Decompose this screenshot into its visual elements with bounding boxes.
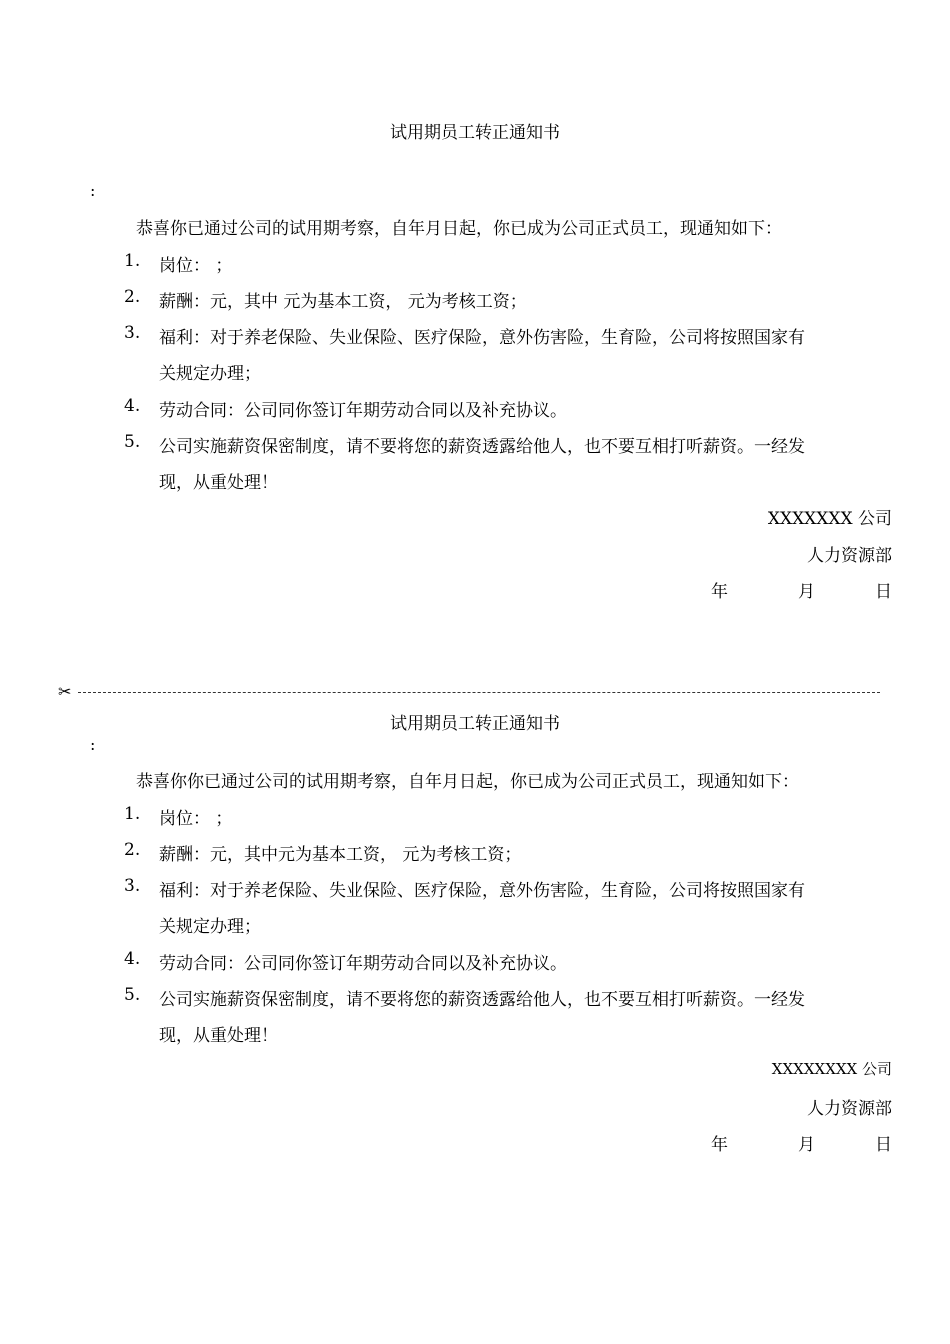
date-year: 年: [711, 1135, 728, 1155]
notice-2-date: [0, 1130, 950, 1154]
notice-2-item-number: 1.: [124, 804, 141, 824]
date-day: 日: [875, 582, 892, 602]
notice-1-item-benefits: 福利：对于养老保险、失业保险、医疗保险，意外伤害险，生育险，公司将按照国家有: [159, 328, 805, 348]
scissors-icon: ✂: [58, 682, 72, 701]
date-year: 年: [711, 582, 728, 602]
date-day: 日: [875, 1135, 892, 1155]
notice-1-item-number: 1.: [124, 251, 141, 271]
notice-2-item-confidentiality: 公司实施薪资保密制度，请不要将您的薪资透露给他人，也不要互相打听薪资。一经发: [159, 990, 805, 1010]
date-month: 月: [798, 1135, 815, 1155]
notice-1-item-benefits-cont: 关规定办理；: [159, 364, 261, 384]
notice-1-company: XXXXXXX 公司: [767, 509, 892, 529]
notice-1-item-position: 岗位： ；: [159, 256, 233, 276]
notice-1-item-confidentiality-cont: 现，从重处理！: [159, 473, 278, 493]
notice-2-department: 人力资源部: [807, 1099, 892, 1119]
dashed-divider: [78, 692, 880, 693]
notice-1-item-number: 3.: [124, 323, 141, 343]
notice-2-company: XXXXXXXX 公司: [771, 1060, 892, 1078]
notice-2-intro: 恭喜你你已通过公司的试用期考察，自年月日起，你已成为公司正式员工，现通知如下：: [136, 772, 799, 792]
notice-2-item-benefits-cont: 关规定办理；: [159, 917, 261, 937]
notice-2-item-number: 2.: [124, 840, 141, 860]
notice-2-item-benefits: 福利：对于养老保险、失业保险、医疗保险，意外伤害险，生育险，公司将按照国家有: [159, 881, 805, 901]
cut-line: [58, 683, 880, 701]
notice-2-salutation: :: [90, 735, 96, 754]
notice-1-department: 人力资源部: [807, 546, 892, 566]
date-month: 月: [798, 582, 815, 602]
notice-1-item-contract: 劳动合同：公司同你签订年期劳动合同以及补充协议。: [159, 401, 567, 421]
notice-2-item-number: 5.: [124, 985, 141, 1005]
notice-1-intro: 恭喜你已通过公司的试用期考察，自年月日起，你已成为公司正式员工，现通知如下：: [136, 219, 782, 239]
notice-2-item-position: 岗位： ；: [159, 809, 233, 829]
notice-1-item-confidentiality: 公司实施薪资保密制度，请不要将您的薪资透露给他人，也不要互相打听薪资。一经发: [159, 437, 805, 457]
notice-1-item-salary: 薪酬：元，其中 元为基本工资， 元为考核工资；: [159, 292, 527, 312]
notice-1-title: 试用期员工转正通知书: [390, 123, 560, 143]
notice-2-item-confidentiality-cont: 现，从重处理！: [159, 1026, 278, 1046]
notice-2-item-contract: 劳动合同：公司同你签订年期劳动合同以及补充协议。: [159, 954, 567, 974]
notice-1-salutation: :: [90, 181, 96, 200]
notice-1-item-number: 5.: [124, 432, 141, 452]
notice-2-item-number: 3.: [124, 876, 141, 896]
notice-2-title: 试用期员工转正通知书: [390, 714, 560, 734]
notice-1-date: [0, 577, 950, 601]
notice-2-item-salary: 薪酬：元，其中元为基本工资， 元为考核工资；: [159, 845, 522, 865]
notice-1-item-number: 2.: [124, 287, 141, 307]
notice-2-item-number: 4.: [124, 949, 141, 969]
notice-1-item-number: 4.: [124, 396, 141, 416]
